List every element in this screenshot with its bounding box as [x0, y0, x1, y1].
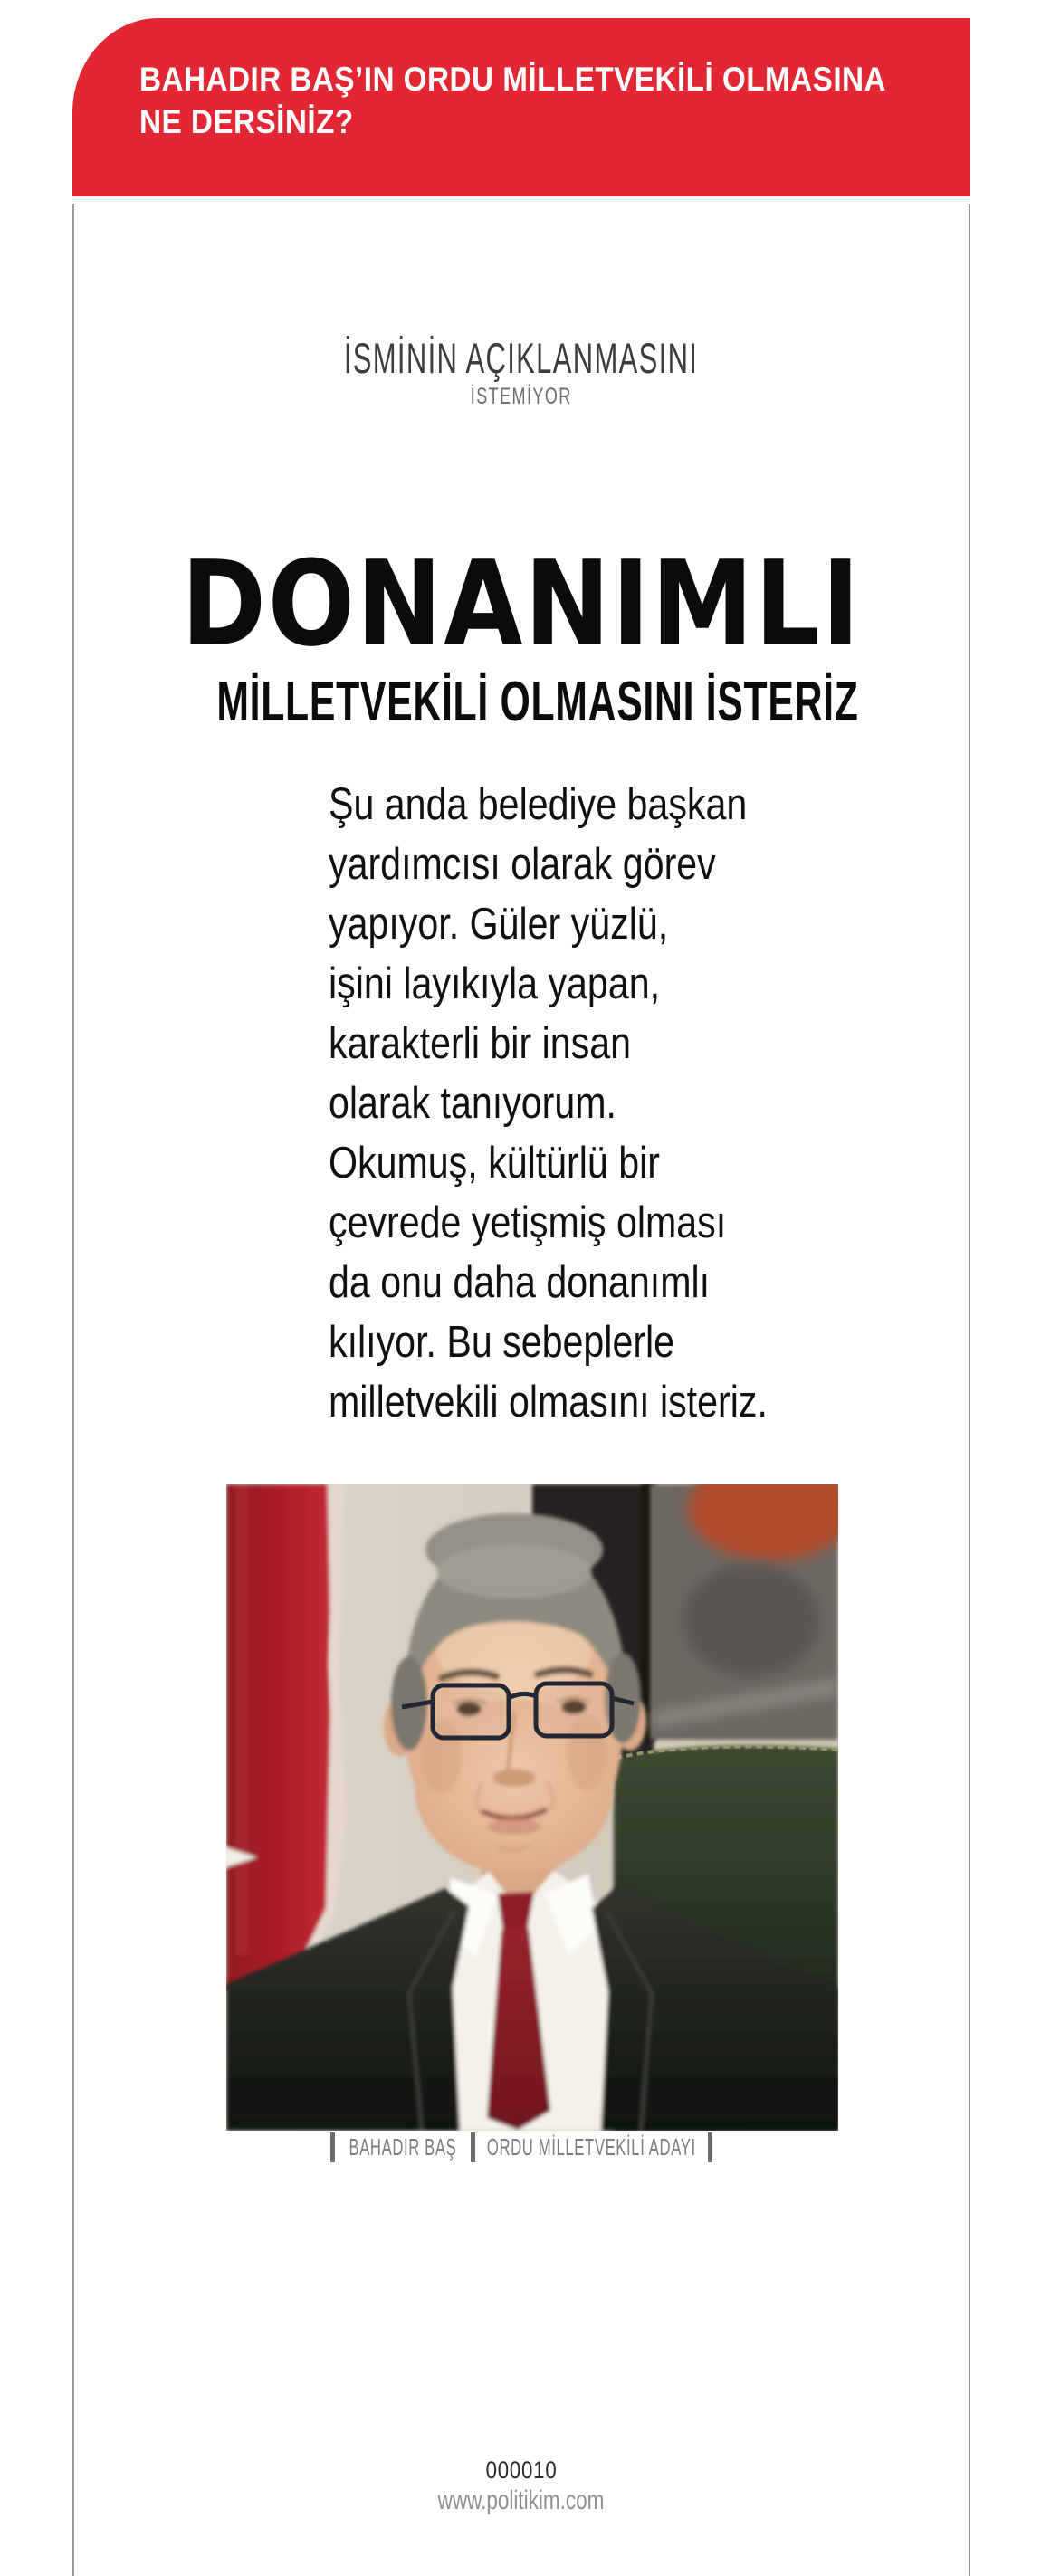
anonymity-sublabel: İSTEMİYOR	[471, 384, 572, 409]
serial-number: 000010	[485, 2457, 558, 2484]
caption-title: ORDU MİLLETVEKİLİ ADAYI	[487, 2132, 696, 2161]
quote-paragraph	[329, 775, 800, 1432]
caption-separator-icon	[708, 2132, 712, 2162]
quote-line: karakterli bir insan	[329, 1019, 631, 1068]
quote-line: Şu anda belediye başkan	[329, 780, 748, 829]
banner-question-line1: BAHADIR BAŞ’IN ORDU MİLLETVEKİLİ OLMASINA	[139, 61, 887, 98]
headline-main: DONANIMLI	[181, 535, 862, 673]
quote-line: çevrede yetişmiş olması	[329, 1198, 727, 1247]
quote-line: Okumuş, kültürlü bir	[329, 1139, 660, 1188]
quote-line: olarak tanıyorum.	[329, 1079, 616, 1128]
quote-line: yapıyor. Güler yüzlü,	[329, 900, 669, 949]
portrait-photo	[226, 1484, 838, 2131]
quote-line: milletvekili olmasını isteriz.	[329, 1378, 768, 1426]
caption-name: BAHADIR BAŞ	[349, 2132, 457, 2161]
caption-separator-icon	[471, 2132, 475, 2162]
anonymity-label: İSMİNİN AÇIKLANMASINI	[344, 334, 699, 382]
caption-separator-icon	[330, 2132, 335, 2162]
turkish-flag-graphic	[226, 1484, 346, 1991]
photo-caption	[72, 2129, 970, 2165]
quote-line: işini layıkıyla yapan,	[329, 959, 661, 1008]
website-url[interactable]: www.politikim.com	[438, 2485, 605, 2515]
header-banner	[72, 18, 970, 196]
quote-line: kılıyor. Bu sebeplerle	[329, 1318, 675, 1367]
quote-line: yardımcısı olarak görev	[329, 840, 716, 889]
quote-line: da onu daha donanımlı	[329, 1258, 711, 1307]
banner-question-line2: NE DERSİNİZ?	[139, 103, 354, 140]
headline-sub: MİLLETVEKİLİ OLMASINI İSTERİZ	[216, 671, 859, 733]
